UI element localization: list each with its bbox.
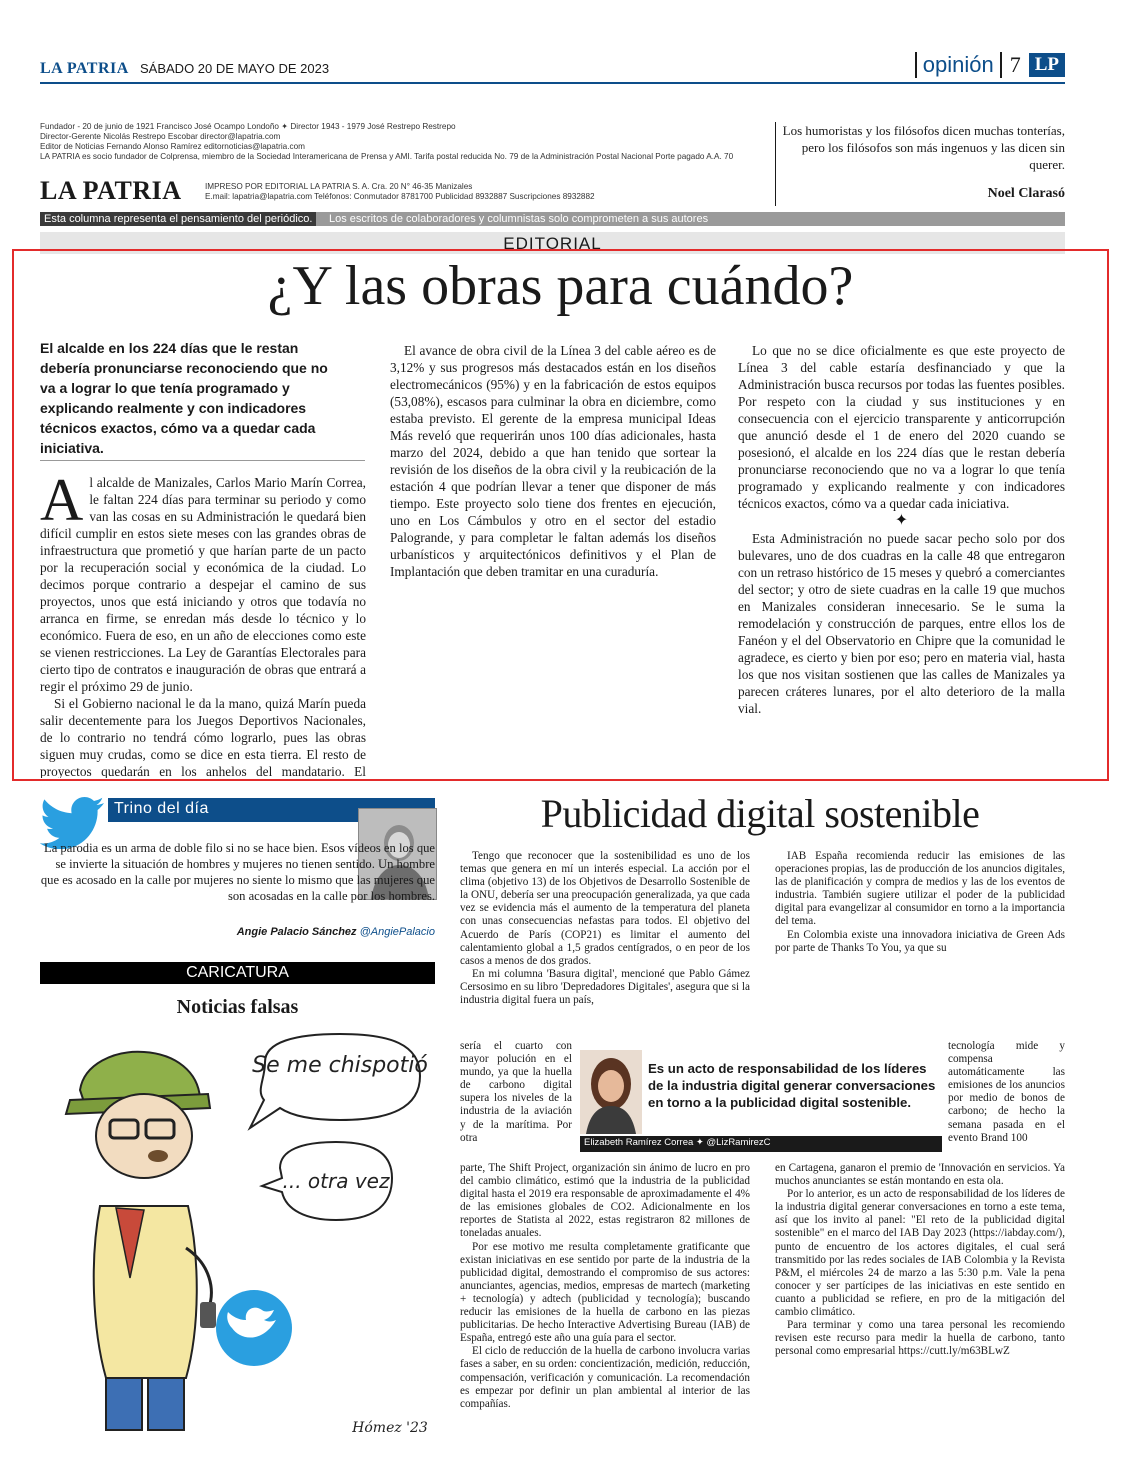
notice-bar — [40, 212, 1065, 226]
columnist-photo — [580, 1050, 642, 1134]
column-paragraph: Para terminar y como una tarea personal les recomiendo revisen este recurso para medir la huella de carbono, tanto personal como empresarial https://cutt.ly/m63BLwZ — [775, 1319, 1065, 1358]
masthead-credits — [40, 122, 770, 162]
column-paragraph: En Colombia existe una innovadora iniciativa de Green Ads por parte de Thanks To You, ya que su — [775, 928, 1065, 954]
lp-badge: LP — [1029, 53, 1065, 77]
masthead-line: LA PATRIA es socio fundador de Colprensa, miembro de la Sociedad Interamericana de Prensa y AMI. Tarifa postal reducida No. 79 de la Administración Postal Nacional Porte pagado A.A. 70 — [40, 152, 734, 161]
bubble-text-1: Se me chispotió — [252, 1053, 428, 1078]
editorial-paragraph: Lo que no se dice oficialmente es que este proyecto de Línea 3 del cable estaría desfinanciado y que la Administración busca recursos por todas las fuentes posibles. Por respeto con la ciudad y sus instituciones y en consecuencia con el ejercicio transparente y anticorrupción que anunció desde el 1 de enero del 2020 cuando se posesionó, el alcalde en los 224 días que le restan debería pronunciarse reconociendo que no va a lograr lo que tenía programado y explicando realmente y con indicadores técnicos exactos, cómo va a quedar cada iniciativa. — [738, 343, 1065, 511]
drop-cap: A — [40, 474, 84, 533]
trino-title: Trino del día — [114, 800, 209, 817]
column-text-3 — [775, 850, 1065, 1040]
editorial-lead: El alcalde en los 224 días que le restan debería pronunciarse reconociendo que no va a lograr lo que tenía programado y explicando realmente y con indicadores técnicos exactos, cómo va a quedar cada iniciativa. — [40, 340, 328, 456]
column-text-1 — [460, 850, 750, 1040]
column-text-wrap-left — [460, 1040, 572, 1162]
column-paragraph: Por ese motivo me resulta completamente gratificante que existan iniciativas en ese sentido por parte de la industria de la publicidad digital, demostrando el compromiso de sus actores: anunciantes, agencias, medios, empresas de martech (marketing + tecnología) y adtech (publicidad y tecnología); buscando reducir las emisiones de la huella de carbono en las piezas publicitarias. De hecho Interactive Advertising Bureau (IAB) de España, entregó este año una guía para el sector. — [460, 1240, 750, 1345]
masthead-line: Director-Gerente Nicolás Restrepo Escobar director@lapatria.com — [40, 132, 281, 141]
columnist-byline: Elizabeth Ramírez Correa ✦ @LizRamirezC — [584, 1137, 771, 1148]
editorial-column-2 — [390, 342, 716, 778]
masthead-line: Editor de Noticias Fernando Alonso Ramírez editornoticias@lapatria.com — [40, 142, 305, 151]
column-text-2 — [460, 1162, 750, 1428]
notice-left: Esta columna representa el pensamiento del periódico. — [40, 212, 316, 226]
pull-quote: Es un acto de responsabilidad de los líderes de la industria digital generar conversaciones en torno a la publicidad digital sostenible. — [648, 1061, 936, 1110]
editorial-paragraph: l alcalde de Manizales, Carlos Mario Marín Correa, le faltan 224 días para terminar su periodo y como van las cosas en su Administración le quedará bien difícil cumplir en estos siete meses con las grandes obras de infraestructura que prometió y que harían parte de un pacto por la recuperación social y económica de la ciudad. Lo decimos porque contrario a despejar el camino de sus proyectos, unos que está iniciando y otros que todavía no arranca en firme, se enredan más desde lo técnico y lo económico. Fuera de eso, en un año de elecciones como este se vienen restricciones. La Ley de Garantías Electorales para cierto tipo de contratos e inauguración de obras que entrará a regir el próximo 29 de junio. — [40, 475, 366, 694]
column-paragraph: IAB España recomienda reducir las emisiones de las operaciones propias, las de producción de los anuncios digitales, las de planificación y compra de medios y las de los eventos de industria. También sugiere utilizar el poder de la publicidad digital para evangelizar al consumidor en torno a la importancia del tema. — [775, 850, 1065, 928]
trino-text: La parodia es un arma de doble filo si no se hace bien. Esos vídeos en los que se invierte la situación de hombres y mujeres no tienen sentido. Un hombre que es acosado en la calle por mujeres no siente lo mismo que las mujeres que son acosadas en la calle por los hombres. — [40, 841, 435, 903]
caricatura-label: CARICATURA — [186, 964, 289, 981]
masthead-line: Fundador - 20 de junio de 1921 Francisco José Ocampo Londoño ✦ Director 1943 - 1979 José Restrepo Restrepo — [40, 122, 456, 131]
column-paragraph: Por lo anterior, es un acto de responsabilidad de los líderes de la industria digital generar conversaciones en torno a este tema, así que los invito al panel: "El reto de la publicidad digital sostenible" en el marco del IAB Day 2023 (https://iabday.com/), punto de encuentro de los actores digitales, el cual será transmitido por las redes sociales de IAB Colombia y la Revista P&M, el miércoles 24 de marzo a las 5:30 p.m. Vale la pena conocer y ser partícipes de las iniciativas en este sentido en cuanto a publicidad se refiere, en pro de la mitigación del cambio climático. — [775, 1188, 1065, 1319]
page-number: 7 — [1009, 52, 1021, 77]
column-headline: Publicidad digital sostenible — [540, 791, 980, 836]
star-separator: ✦ — [894, 512, 909, 529]
trino-handle[interactable]: @AngiePalacio — [359, 926, 435, 938]
editorial-paragraph: Si el Gobierno nacional le da la mano, quizá Marín pueda salir decentemente para los Juegos Deportivos Nacionales, de lo contrario no tendrá cómo lograrlo, pues las obras siguen muy crudas, como se dice en esta tierra. El resto de proyectos quedarán en los anhelos del mandatario. El — [40, 696, 366, 778]
masthead-logo: LA PATRIA — [40, 176, 182, 205]
printer-line: IMPRESO POR EDITORIAL LA PATRIA S. A. Cra. 20 N° 46-35 Manizales — [205, 182, 473, 191]
newspaper-logo[interactable]: LA PATRIA — [40, 60, 129, 77]
cartoon-illustration — [40, 1028, 435, 1438]
editorial-column-3 — [738, 342, 1065, 778]
section-marker — [915, 50, 1065, 80]
column-paragraph: Tengo que reconocer que la sostenibilidad es uno de los temas que genera en mí un interés especial. La acción por el clima (objetivo 13) de los Objetivos de Desarrollo Sostenible de la ONU, debería ser una preocupación generalizada, ya que cada vez se evidencia más el aumento de la temperatura del planeta con unas consecuencias nefastas para todos. El objetivo del Acuerdo de París (COP21) es limitar el aumento del calentamiento global a 1,5 grados centígrados, o en peor de los casos a menos de dos grados. — [460, 850, 750, 967]
notice-right: Los escritos de colaboradores y columnistas solo comprometen a sus autores — [329, 213, 709, 225]
bubble-text-2: ... otra vez — [282, 1169, 390, 1193]
section-name[interactable]: opinión — [915, 52, 1002, 78]
printer-line: E.mail: lapatria@lapatria.com Teléfonos: Conmutador 8781700 Publicidad 8932887 Suscripciones 8932882 — [205, 192, 595, 201]
editorial-label: EDITORIAL — [503, 234, 602, 253]
trino-author-name: Angie Palacio Sánchez — [236, 926, 357, 938]
column-paragraph: En mi columna 'Basura digital', mencioné que Pablo Gámez Cersosimo en su libro 'Depredadores Digitales', asegura que si la industria digital fuera un país, — [460, 967, 750, 1007]
editorial-column-1 — [40, 474, 366, 778]
editorial-paragraph: Esta Administración no puede sacar pecho solo por dos bulevares, uno de dos cuadras en la calle 48 que entregaron con un retraso histórico de 15 meses y quebró a comerciantes del sector; y otro de siete cuadras en la calle 19 que muchos en Manizales consideran innecesario. Se le suma la remodelación y construcción de parques, entre ellos los de Fanéon y el del Observatorio en Chipre que la comunidad le agradece, es cierto y bien por eso; pero en materia vial, hasta los que nos visitan sostienen que las calles de Manizales ya parecen cráteres lunares, por el alto deterioro de la malla vial. — [738, 531, 1065, 716]
printer-info — [205, 182, 765, 202]
trino-author — [40, 926, 435, 938]
column-text-4 — [775, 1162, 1065, 1428]
column-paragraph: tecnología mide y compensa automáticamente las emisiones de los anuncios por medio de bonos de carbono; de hecho la semana pasada en el evento Brand 100 — [948, 1040, 1065, 1144]
editorial-headline: ¿Y las obras para cuándo? — [267, 255, 854, 317]
page-header — [40, 52, 1065, 84]
quote-author: Noel Clarasó — [987, 186, 1065, 201]
masthead-divider — [775, 122, 776, 206]
column-paragraph: parte, The Shift Project, organización sin ánimo de lucro en pro del cambio climático, estimó que la industria de la publicidad digital hasta el 2019 era responsable de aproximadamente el 4% de las emisiones globales de CO2. Adicionalmente en los reportes de Statista al 2022, estas registraron 82 millones de toneladas anuales. — [460, 1162, 750, 1240]
column-text-wrap-right — [948, 1040, 1065, 1162]
caricatura-title: Noticias falsas — [176, 996, 299, 1018]
column-paragraph: en Cartagena, ganaron el premio de 'Innovación en servicios. Ya muchos anunciantes se están montando en esta ola. — [775, 1162, 1065, 1188]
cartoonist-signature: Hómez '23 — [352, 1420, 428, 1436]
quote-of-day: Los humoristas y los filósofos dicen muchas tonterías, pero los filósofos son más ingenuos y las dicen sin querer. — [782, 123, 1065, 172]
lead-rule — [40, 460, 365, 461]
header-rule — [40, 82, 1065, 84]
issue-date: SÁBADO 20 DE MAYO DE 2023 — [140, 61, 330, 76]
editorial-paragraph: El avance de obra civil de la Línea 3 del cable aéreo es de 3,12% y sus progresos más destacados están en los diseños electromecánicos (95%) y en la fabricación de estos equipos (53,08%), escasos para culminar la obra en diciembre, como estaba previsto. El gerente de la empresa municipal Ideas Más reveló que requerirán unos 100 días adicionales, hasta marzo del 2024, debido a que han tenido que sortear la revisión de los diseños de la obra civil y la reubicación de la estación 4 que podrían llevar a tener que disponer de más tiempo. Este proyecto solo tiene dos frentes en ejecución, uno en Los Cámbulos y otro en el sector del estadio Palogrande, y para completar le faltan además los diseños urbanísticos y arquitectónicos definitivos y el Plan de Implantación que deben tramitar en una curaduría. — [390, 343, 716, 579]
column-paragraph: El ciclo de reducción de la huella de carbono involucra varias fases a saber, en su orden: concientización, medición, reducción, compensación, verificación y comunicación. La recomendación es empezar por definir un plan ambiental al interior de las compañías. — [460, 1345, 750, 1410]
column-paragraph: sería el cuarto con mayor polución en el mundo, ya que la huella de carbono digital supera los niveles de la industria de la aviación y de la marítima. Por otra — [460, 1040, 572, 1144]
